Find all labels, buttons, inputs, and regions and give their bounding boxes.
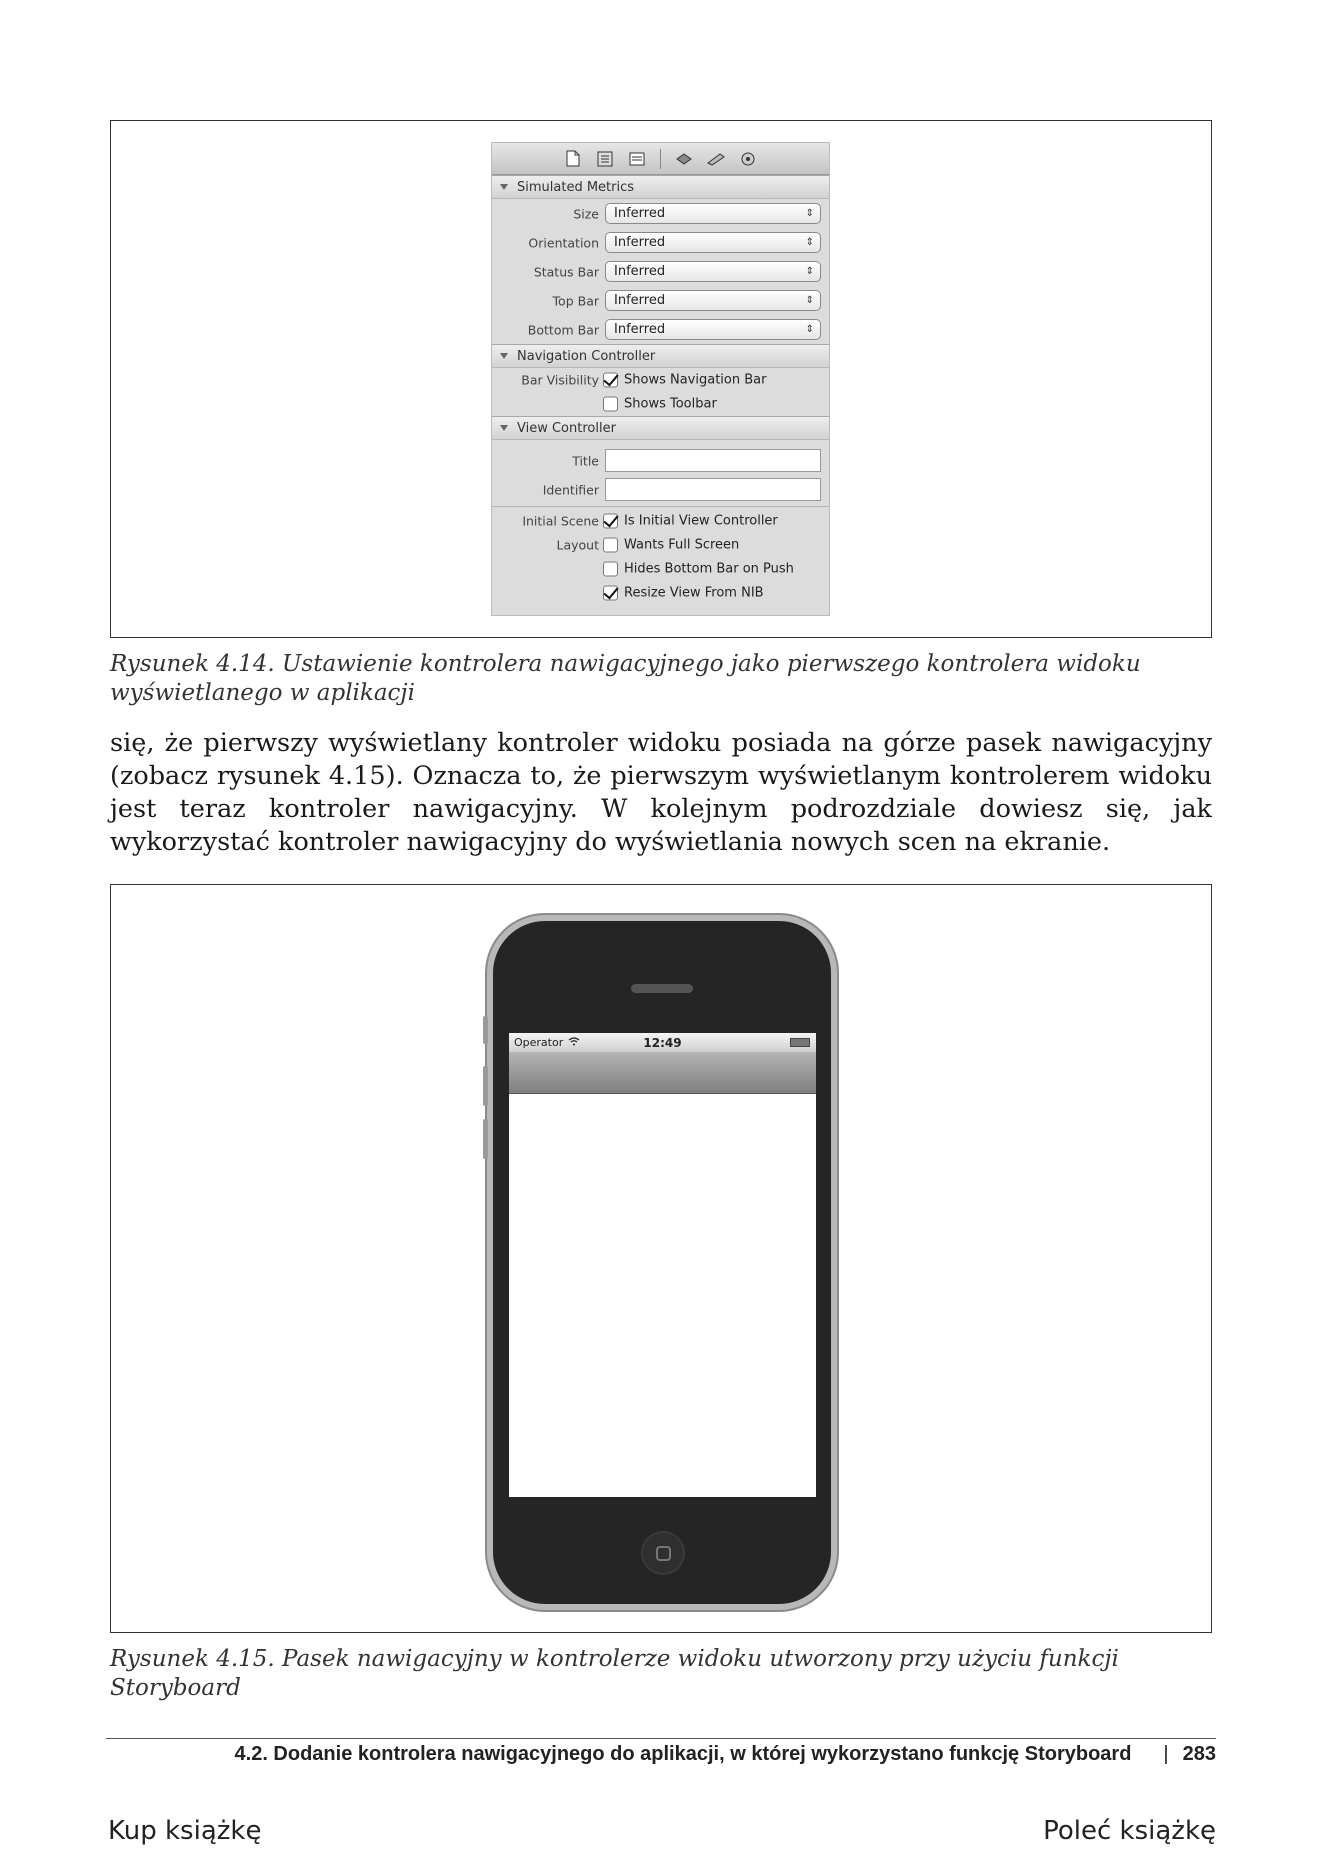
is-initial-view-controller-checkbox[interactable]: Is Initial View Controller [603, 514, 778, 529]
section-title: View Controller [517, 420, 616, 436]
recommend-book-link[interactable]: Poleć książkę [1043, 1816, 1216, 1846]
checkbox-empty-icon [603, 397, 618, 412]
battery-icon [790, 1038, 810, 1047]
initial-scene-row [492, 509, 829, 533]
hides-bottom-bar-row [492, 557, 829, 581]
top-bar-row [492, 286, 829, 315]
initial-scene-label: Initial Scene [522, 513, 599, 529]
identifier-label: Identifier [542, 482, 599, 497]
quick-help-icon[interactable] [596, 150, 614, 168]
running-footer [106, 1743, 1216, 1766]
chevron-updown-icon: ⇕ [805, 295, 814, 306]
earpiece-speaker [631, 984, 693, 993]
inspector-toolbar [492, 143, 829, 175]
home-square-icon [656, 1546, 671, 1561]
status-time: 12:49 [643, 1035, 682, 1050]
status-bar-select[interactable]: Inferred ⇕ [605, 261, 821, 282]
attributes-inspector-icon[interactable] [675, 150, 693, 168]
orientation-row [492, 228, 829, 257]
size-select[interactable]: Inferred ⇕ [605, 203, 821, 224]
top-bar-select[interactable]: Inferred ⇕ [605, 290, 821, 311]
checkbox-empty-icon [603, 538, 618, 553]
checkbox-checked-icon [603, 514, 618, 529]
divider [492, 506, 829, 507]
checkbox-checked-icon [603, 586, 618, 601]
home-button[interactable] [641, 1531, 685, 1575]
volume-up-button [483, 1066, 488, 1106]
checkbox-checked-icon [603, 373, 618, 388]
carrier-label: Operator [514, 1036, 564, 1049]
section-title: Simulated Metrics [517, 179, 635, 195]
layout-row [492, 533, 829, 557]
chevron-updown-icon: ⇕ [805, 237, 814, 248]
mute-switch [483, 1016, 488, 1044]
status-bar-label: Status Bar [533, 264, 599, 279]
status-bar [509, 1033, 816, 1052]
body-paragraph: się, że pierwszy wyświetlany kontroler widoku posiada na górze pasek nawigacyjny (zobacz rysunek 4.15). Oznacza to, że pierwszym wyświetlanym kontrolerem widoku jest teraz kontroler nawigacyjny. W kolejnym podrozdziale dowiesz się, jak wykorzystać kontroler nawigacyjny do wyświetlania nowych scen na ekranie. [110, 728, 1212, 857]
top-bar-label: Top Bar [552, 293, 599, 308]
simulated-metrics-header[interactable] [492, 175, 829, 199]
footer-section-title: 4.2. Dodanie kontrolera nawigacyjnego do aplikacji, w której wykorzystano funkcję Storyboard [234, 1743, 1132, 1765]
wants-full-screen-checkbox[interactable]: Wants Full Screen [603, 538, 739, 553]
layout-label: Layout [556, 537, 599, 553]
volume-down-button [483, 1119, 488, 1159]
attributes-inspector-panel [491, 142, 830, 616]
status-bar-row [492, 257, 829, 286]
size-inspector-icon[interactable] [707, 150, 725, 168]
buy-book-link[interactable]: Kup książkę [108, 1816, 262, 1846]
toolbar-separator [660, 149, 661, 169]
iphone-device [487, 915, 837, 1610]
shows-navigation-bar-checkbox[interactable]: Shows Navigation Bar [603, 373, 766, 388]
shows-toolbar-row [492, 392, 829, 416]
orientation-select[interactable]: Inferred ⇕ [605, 232, 821, 253]
identifier-row [492, 475, 829, 504]
bottom-bar-select[interactable]: Inferred ⇕ [605, 319, 821, 340]
footer-rule [106, 1738, 1216, 1739]
disclosure-triangle-icon [500, 353, 508, 359]
iphone-screen [509, 1033, 816, 1497]
title-field[interactable] [605, 449, 821, 472]
file-inspector-icon[interactable] [564, 150, 582, 168]
hides-bottom-bar-checkbox[interactable]: Hides Bottom Bar on Push [603, 562, 794, 577]
identifier-field[interactable] [605, 478, 821, 501]
chevron-updown-icon: ⇕ [805, 324, 814, 335]
shows-toolbar-checkbox[interactable]: Shows Toolbar [603, 397, 717, 412]
size-row [492, 199, 829, 228]
chevron-updown-icon: ⇕ [805, 208, 814, 219]
disclosure-triangle-icon [500, 184, 508, 190]
navigation-bar [509, 1052, 816, 1094]
disclosure-triangle-icon [500, 425, 508, 431]
page-number: 283 [1182, 1743, 1216, 1765]
bottom-bar-row [492, 315, 829, 344]
bottom-bar-label: Bottom Bar [527, 322, 599, 337]
size-label: Size [573, 206, 599, 221]
resize-view-row [492, 581, 829, 605]
checkbox-empty-icon [603, 562, 618, 577]
orientation-label: Orientation [528, 235, 599, 250]
chevron-updown-icon: ⇕ [805, 266, 814, 277]
title-row [492, 446, 829, 475]
view-controller-header[interactable] [492, 416, 829, 440]
resize-view-from-nib-checkbox[interactable]: Resize View From NIB [603, 586, 764, 601]
title-label: Title [572, 453, 599, 468]
navigation-controller-header[interactable] [492, 344, 829, 368]
connections-inspector-icon[interactable] [739, 150, 757, 168]
figure-4-15-caption: Rysunek 4.15. Pasek nawigacyjny w kontrolerze widoku utworzony przy użyciu funkcji Storyboard [110, 1646, 1119, 1701]
bar-visibility-row [492, 368, 829, 392]
section-title: Navigation Controller [517, 348, 656, 364]
figure-4-14-caption: Rysunek 4.14. Ustawienie kontrolera nawigacyjnego jako pierwszego kontrolera widoku wyświetlanego w aplikacji [110, 651, 1141, 706]
identity-inspector-icon[interactable] [628, 150, 646, 168]
footer-separator: | [1163, 1743, 1169, 1765]
bar-visibility-label: Bar Visibility [521, 372, 599, 388]
